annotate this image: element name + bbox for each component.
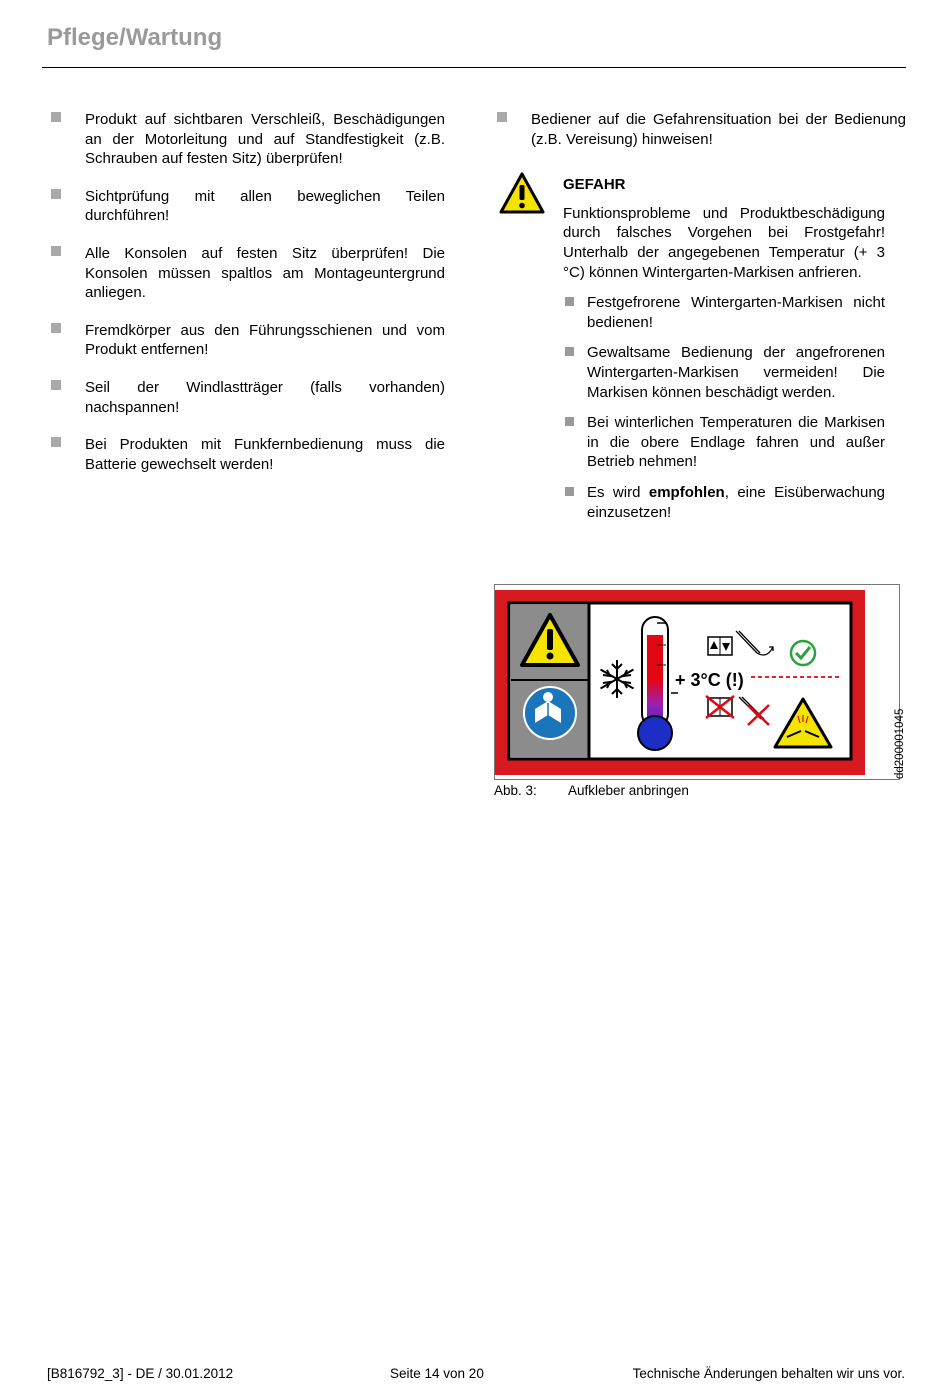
bullet-square-icon bbox=[565, 417, 574, 426]
bullet-square-icon bbox=[565, 297, 574, 306]
sticker-figure bbox=[494, 584, 906, 780]
bullet-square-icon bbox=[51, 437, 61, 447]
bullet-square-icon bbox=[565, 487, 574, 496]
figure-caption bbox=[494, 783, 689, 798]
bullet-square-icon bbox=[565, 347, 574, 356]
list-item bbox=[563, 343, 885, 402]
list-item bbox=[50, 187, 445, 226]
list-item bbox=[50, 244, 445, 303]
page-title: Pflege/Wartung bbox=[47, 24, 223, 51]
list-item-text: Sichtprüfung mit allen beweglichen Teilen durchführen! bbox=[85, 187, 445, 225]
footer-document-id: [B816792_3] - DE / 30.01.2012 bbox=[47, 1366, 234, 1381]
list-item-text: Fremdkörper aus den Führungsschienen und vom Produkt entfernen! bbox=[85, 321, 445, 359]
list-item-text: Alle Konsolen auf festen Sitz überprüfen! Die Konsolen müssen spaltlos am Montageuntergrund anliegen. bbox=[85, 244, 445, 302]
list-item-text: Bei Produkten mit Funkfernbedienung muss die Batterie gewechselt werden! bbox=[85, 436, 445, 473]
bullet-square-icon bbox=[51, 323, 61, 333]
list-item-text: Produkt auf sichtbaren Verschleiß, Beschädigungen an der Motorleitung und auf Standfestigkeit (z.B. Schrauben auf festen Sitz) überprüfen! bbox=[85, 111, 445, 168]
warning-triangle-icon bbox=[499, 172, 545, 214]
list-item bbox=[50, 435, 445, 474]
list-item bbox=[50, 321, 445, 360]
caption-number: Abb. 3: bbox=[494, 783, 537, 798]
bullet-square-icon bbox=[51, 112, 61, 122]
danger-title: GEFAHR bbox=[563, 176, 626, 194]
bullet-square-icon bbox=[51, 246, 61, 256]
footer-disclaimer: Technische Änderungen behalten wir uns vor. bbox=[632, 1366, 905, 1381]
list-item bbox=[50, 378, 445, 417]
bullet-square-icon bbox=[51, 380, 61, 390]
right-column bbox=[496, 110, 906, 533]
list-item-text: Seil der Windlastträger (falls vorhanden) nachspannen! bbox=[85, 378, 445, 416]
bullet-square-icon bbox=[51, 189, 61, 199]
checkmark-icon bbox=[791, 641, 815, 665]
footer-page-number: Seite 14 von 20 bbox=[390, 1366, 484, 1381]
caption-text: Aufkleber anbringen bbox=[568, 783, 689, 798]
up-down-switch-icon bbox=[708, 637, 732, 655]
list-item bbox=[50, 110, 445, 169]
list-item-text: Gewaltsame Bedienung der angefrorenen Wintergarten-Markisen vermeiden! Die Markisen können beschädigt werden. bbox=[587, 344, 885, 401]
list-item-text: Festgefrorene Wintergarten-Markisen nicht bedienen! bbox=[587, 294, 885, 331]
list-item bbox=[563, 413, 885, 472]
danger-text: Funktionsprobleme und Produktbeschädigung durch falsches Vorgehen bei Frostgefahr! Unterhalb der angegebenen Temperatur (+ 3 °C) können Wintergarten-Markisen anfrieren. bbox=[563, 204, 885, 281]
list-item bbox=[496, 110, 906, 149]
list-item-text: Bei winterlichen Temperaturen die Markisen in die obere Endlage fahren und außer Betrieb nehmen! bbox=[587, 414, 885, 471]
sticker-temperature-text: + 3°C (!) bbox=[675, 670, 744, 690]
list-item-text: Es wird empfohlen, eine Eisüberwachung einzusetzen! bbox=[587, 483, 886, 521]
list-item bbox=[563, 483, 885, 522]
left-column bbox=[50, 110, 445, 492]
switch-crossed-icon bbox=[706, 696, 734, 718]
danger-notice bbox=[496, 175, 885, 522]
list-item bbox=[563, 293, 885, 332]
header-divider bbox=[42, 67, 906, 68]
read-manual-icon bbox=[524, 687, 576, 739]
list-item-text: Bediener auf die Gefahrensituation bei der Bedienung (z.B. Vereisung) hinweisen! bbox=[531, 111, 906, 148]
bullet-square-icon bbox=[497, 112, 507, 122]
figure-code: dd200001045 bbox=[894, 708, 906, 779]
